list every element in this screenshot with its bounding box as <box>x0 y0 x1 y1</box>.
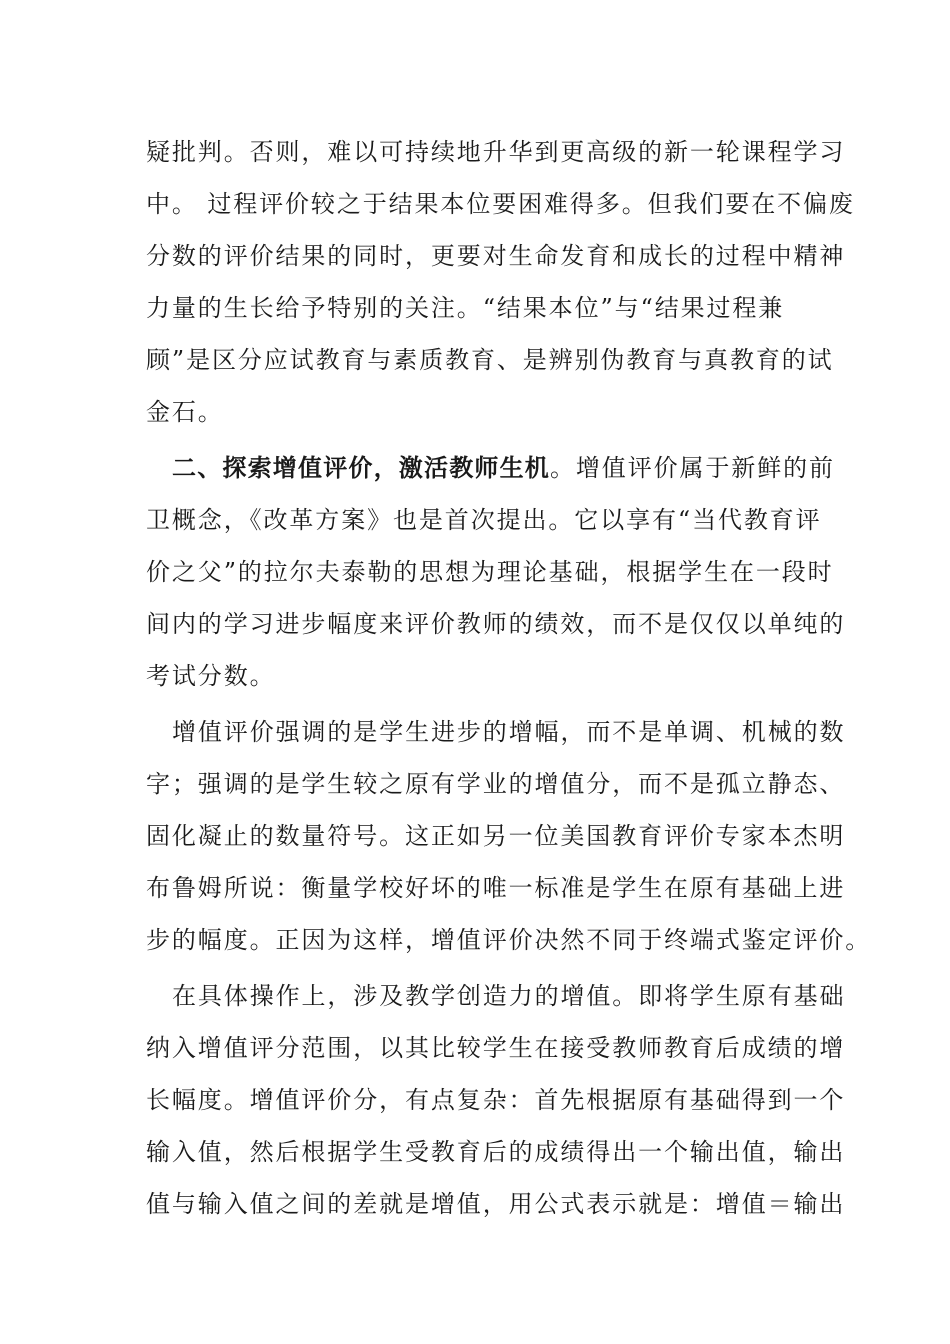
paragraph-4-line-1: 在具体操作上，涉及教学创造力的增值。即将学生原有基础 <box>172 982 846 1010</box>
paragraph-3-line-3: 固化凝止的数量符号。这正如另一位美国教育评价专家本杰明 <box>146 822 846 850</box>
paragraph-2-line-1-rest: 。增值评价属于新鲜的前 <box>550 454 835 482</box>
paragraph-3-line-2: 字；强调的是学生较之原有学业的增值分，而不是孤立静态、 <box>146 770 846 798</box>
paragraph-1-line-5: 顾”是区分应试教育与素质教育、是辨别伪教育与真教育的试 <box>146 346 834 374</box>
paragraph-1-line-3: 分数的评价结果的同时，更要对生命发育和成长的过程中精神 <box>146 242 846 270</box>
paragraph-3-line-5: 步的幅度。正因为这样，增值评价决然不同于终端式鉴定评价。 <box>146 926 872 954</box>
paragraph-4-line-4: 输入值，然后根据学生受教育后的成绩得出一个输出值，输出 <box>146 1138 846 1166</box>
paragraph-3-line-4: 布鲁姆所说：衡量学校好坏的唯一标准是学生在原有基础上进 <box>146 874 846 902</box>
paragraph-2-line-1 <box>172 452 842 484</box>
section-heading: 二、探索增值评价，激活教师生机 <box>172 454 550 482</box>
paragraph-2-line-4: 间内的学习进步幅度来评价教师的绩效，而不是仅仅以单纯的 <box>146 610 846 638</box>
paragraph-1-line-6: 金石。 <box>146 398 224 426</box>
paragraph-2-line-5: 考试分数。 <box>146 662 276 690</box>
paragraph-2-line-2: 卫概念，《改革方案》也是首次提出。它以享有“当代教育评 <box>146 506 822 534</box>
paragraph-1-line-4: 力量的生长给予特别的关注。“结果本位”与“结果过程兼 <box>146 294 785 322</box>
paragraph-1-line-2: 中。 过程评价较之于结果本位要困难得多。但我们要在不偏废 <box>146 190 855 218</box>
paragraph-4-line-2: 纳入增值评分范围，以其比较学生在接受教师教育后成绩的增 <box>146 1034 846 1062</box>
paragraph-4-line-5: 值与输入值之间的差就是增值，用公式表示就是：增值＝输出 <box>146 1190 846 1218</box>
paragraph-1-line-1: 疑批判。否则，难以可持续地升华到更高级的新一轮课程学习 <box>146 138 846 166</box>
paragraph-4-line-3: 长幅度。增值评价分，有点复杂：首先根据原有基础得到一个 <box>146 1086 846 1114</box>
paragraph-2-line-3: 价之父”的拉尔夫泰勒的思想为理论基础，根据学生在一段时 <box>146 558 834 586</box>
paragraph-3-line-1: 增值评价强调的是学生进步的增幅，而不是单调、机械的数 <box>172 718 846 746</box>
